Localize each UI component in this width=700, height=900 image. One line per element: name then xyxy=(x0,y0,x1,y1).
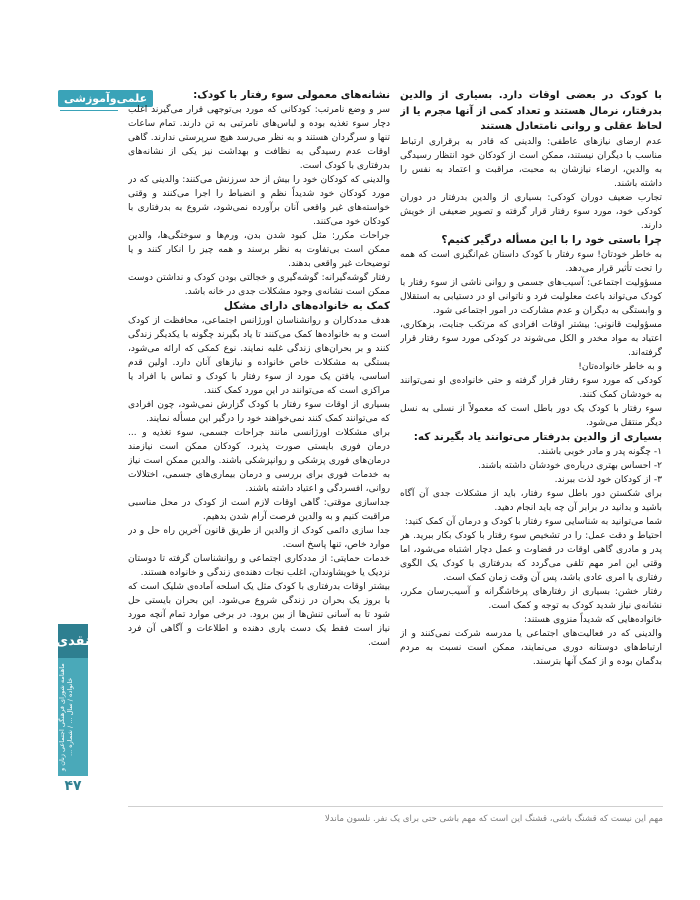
paragraph: سوء رفتار با کودک یک دور باطل است که معمولاً از نسلی به نسل دیگر منتقل می‌شود. xyxy=(400,403,662,428)
paragraph: خدمات حمایتی: از مددکاری اجتماعی و روانشناسان گرفته تا دوستان نزدیک یا خویشاوندان، اغلب نجات دهنده‌ی زندگی و خانواده هستند. xyxy=(128,554,390,578)
paragraph: شما می‌توانید به شناسایی سوء رفتار با کودک و درمان آن کمک کنید: xyxy=(404,516,662,527)
section-heading: نشانه‌های معمولی سوء رفتار با کودک: xyxy=(193,89,390,101)
paragraph: سر و وضع نامرتب: کودکانی که مورد بی‌توجهی قرار می‌گیرند اغلب دچار سوء تغذیه بوده و لباس‌های نامرتبی به تن دارند. تمام ساعات تنها و سرگردان هستند و به نظر می‌رسد هیچ سرپرستی ندارند. گاهی اوقات عدم رسیدگی به نظافت و بهداشت نیز یکی از نشانه‌های بدرفتاری با کودک است. xyxy=(128,105,390,171)
footer-quote: مهم این نیست که قشنگ باشی، قشنگ این است که مهم باشی حتی برای یک نفر. نلسون ماندلا xyxy=(324,814,663,824)
paragraph: والدینی که در فعالیت‌های اجتماعی یا مدرسه شرکت نمی‌کنند و از ارتباط‌های دوستانه دوری می‌نمایند، ممکن است نسبت به مردم بدگمان بوده و از کمک آنها بترسند. xyxy=(400,628,662,667)
paragraph: رفتار خشن: بسیاری از رفتارهای پرخاشگرانه و آسیب‌رسان مکرر، نشانه‌ی نیاز شدید کودک به توجه و کمک است. xyxy=(400,586,662,611)
paragraph: خانواده‌هایی که شدیداً منزوی هستند: xyxy=(523,614,662,625)
paragraph: برای مشکلات اورژانسی مانند جراحات جسمی، سوء تغذیه و ... درمان فوری بایستی صورت پذیرد. کودکان ممکن است نیازمند درمان‌های فوری پزشکی و روانپزشکی باشند. والدین ممکن است نیاز به خدمات فوری برای بررسی و درمان بیماری‌های جسمی، اختلالات روانی، افسردگی و اعتیاد داشته باشند. xyxy=(128,428,390,494)
paragraph: احتیاط و دقت عمل: را در تشخیص سوء رفتار با کودک بکار ببرید. هر پدر و مادری گاهی اوقات در قضاوت و عمل دچار اشتباه می‌شود، اما وقتی این امر مهم تلقی می‌گردد که بدرفتاری با کودک یک الگوی رفتاری یا امری عادی باشد، پس آن وقت زمان کمک است. xyxy=(400,530,662,583)
lead-paragraph: با کودک در بعضی اوقات دارد. بسیاری از والدین بدرفتار، نرمال هستند و تعداد کمی از آنها مجرم یا از لحاظ عقلی و روانی نامتعادل هستند xyxy=(400,90,662,132)
paragraph: مسؤولیت قانونی: بیشتر اوقات افرادی که مرتکب جنایت، بزهکاری، اعتیاد به مواد مخدر و الکل می‌شوند در کودکی مورد سوء رفتار قرار گرفته‌اند. xyxy=(400,319,662,358)
paragraph: عدم ارضای نیازهای عاطفی: والدینی که قادر به برقراری ارتباط مناسب با دیگران نیستند، ممکن است از کودکان خود انتظار رسیدگی به والدین، ارضاء نیازشان به محبت، مراقبت و اعتماد به نفس را داشته باشند. xyxy=(400,136,662,189)
paragraph: به خاطر خودتان! سوء رفتار با کودک داستان غم‌انگیزی است که همه را تحت تأثیر قرار می‌دهد. xyxy=(400,249,662,274)
paragraph: بسیاری از اوقات سوء رفتار با کودک گزارش نمی‌شود، چون افرادی که می‌توانند کمک کنند نمی‌خواهند خود را درگیر این مسأله نمایند. xyxy=(128,400,390,424)
paragraph: جراحات مکرر: مثل کبود شدن بدن، ورم‌ها و سوختگی‌ها، والدین ممکن است بی‌تفاوت به نظر برسند و همه چیز را انکار کنند و یا توضیحات غیر واقعی بدهند. xyxy=(128,231,390,269)
paragraph: و به خاطر خانواده‌تان! xyxy=(578,361,662,372)
paragraph: والدینی که کودکان خود را بیش از حد سرزنش می‌کنند: والدینی که در مورد کودکان خود شدیداً نظم و انضباط را اجرا می‌کنند و وقتی خواسته‌های غیر واقعی آنان برآورده نمی‌شود، شروع به بدرفتاری با کودکان خود می‌کنند. xyxy=(128,175,390,227)
section-rule xyxy=(60,110,118,111)
paragraph: کودکی که مورد سوء رفتار قرار گرفته و حتی خانواده‌ی او نمی‌توانند به خودشان کمک کنند. xyxy=(400,375,662,400)
paragraph: تجارب ضعیف دوران کودکی: بسیاری از والدین بدرفتار در دوران کودکی خود، مورد سوء رفتار قرار گرفته و تصویر ضعیفی از خویش دارند. xyxy=(400,192,662,231)
right-column xyxy=(400,88,662,808)
section-heading: چرا باستی خود را با این مسأله درگیر کنیم؟ xyxy=(441,233,662,246)
paragraph: مسؤولیت اجتماعی: آسیب‌های جسمی و روانی ناشی از سوء رفتار با کودک می‌تواند باعث معلولیت فرد و ناتوانی او در دستیابی به استقلال و وابستگی به دیگران و عدم مشارکت در امور اجتماعی شود. xyxy=(400,277,662,316)
paragraph: جداسازی موقتی: گاهی اوقات لازم است از کودک در محل مناسبی مراقبت کنیم و به والدین فرصت آرام شدن بدهیم. xyxy=(128,498,390,522)
list-item: ۲- احساس بهتری درباره‌ی خودشان داشته باشند. xyxy=(478,460,662,471)
paragraph: رفتار گوشه‌گیرانه: گوشه‌گیری و خجالتی بودن کودک و نداشتن دوست ممکن است نشانه‌ی وجود مشکلات جدی در خانه باشد. xyxy=(128,273,390,297)
section-heading: کمک به خانواده‌های دارای مشکل xyxy=(223,300,390,312)
paragraph: برای شکستن دور باطل سوء رفتار، باید از مشکلات جدی آن آگاه باشید و بدانید در برابر آن چه باید انجام دهید. xyxy=(400,488,662,513)
paragraph: جدا سازی دائمی کودک از والدین از طریق قانون آخرین راه حل و در موارد خاص، تنها پاسخ است. xyxy=(128,526,390,550)
left-column xyxy=(128,88,390,808)
section-label: علمی‌وآموزشی xyxy=(58,90,153,107)
page-number: ۴۷ xyxy=(58,776,88,796)
paragraph: بیشتر اوقات بدرفتاری با کودک مثل یک اسلحه آماده‌ی شلیک است که با بروز یک بحران در زندگی شروع می‌شود. این بحران بایستی حل شود تا به آسانی تنش‌ها از بین برود. در برخی موارد تمام آنچه مورد نیاز است فقط یک دست یاری دهنده و اطلاعات و آگاهی آن فرد است. xyxy=(128,582,390,648)
footer-divider xyxy=(128,806,663,807)
paragraph: هدف مددکاران و روانشناسان اورژانس اجتماعی، محافظت از کودک است و به خانواده‌ها کمک می‌کنند تا یاد بگیرند چگونه با یکدیگر زندگی کنند و بر بحران‌های زندگی غلبه نمایند. نوع کمکی که ارائه می‌شود، بستگی به مشکلات خاص خانواده و نیازهای آنان دارد. اولین قدم اساسی، یافتن یک مورد از سوء رفتار با کودک و تماس با افراد یا مراکزی است که می‌توانند در این مورد کمک کنند. xyxy=(128,316,390,396)
magazine-logo: نقدی xyxy=(58,624,88,658)
list-item: ۳- از کودکان خود لذت ببرند. xyxy=(554,474,662,485)
magazine-info: ماهنامه شورای فرهنگی اجتماعی زنان و خانواده / سال ... / شماره ... xyxy=(58,663,74,771)
list-item: ۱- چگونه پدر و مادر خوبی باشند. xyxy=(537,446,662,457)
section-heading: بسیاری از والدین بدرفتار می‌توانند یاد بگیرند که: xyxy=(413,430,662,443)
